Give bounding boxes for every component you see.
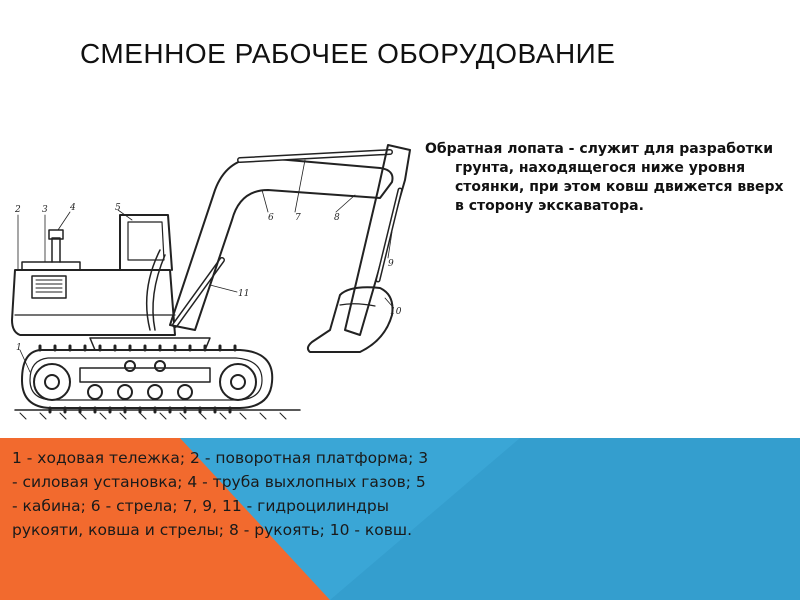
part-label-6: 6 xyxy=(268,213,274,223)
backhoe-description: Обратная лопата - служит для разработки грунта, находящегося ниже уровня стоянки, при этом ковш движется вверх в сторону экскаватора. xyxy=(425,141,784,214)
bucket xyxy=(308,287,393,352)
part-label-10: 10 xyxy=(390,307,402,317)
excavator-diagram xyxy=(0,120,430,430)
parts-legend: 1 - ходовая тележка; 2 - поворотная платформа; 3 - силовая установка; 4 - труба выхлопных газов; 5 - кабина; 6 - стрела; 7, 9, 11 - гидроцилиндры рукояти, ковша и стрелы; 8 - рукоять; 10 - ковш. xyxy=(12,449,429,539)
part-label-3: 3 xyxy=(42,205,48,215)
part-label-5: 5 xyxy=(115,203,121,213)
part-label-4: 4 xyxy=(70,203,76,213)
slide-title: СМЕННОЕ РАБОЧЕЕ ОБОРУДОВАНИЕ xyxy=(80,38,616,69)
part-label-9: 9 xyxy=(388,259,394,269)
part-label-2: 2 xyxy=(15,205,21,215)
part-label-11: 11 xyxy=(238,289,250,299)
part-label-8: 8 xyxy=(334,213,340,223)
part-label-7: 7 xyxy=(295,213,301,223)
exhaust-pipe xyxy=(52,238,60,262)
part-label-1: 1 xyxy=(16,343,22,353)
